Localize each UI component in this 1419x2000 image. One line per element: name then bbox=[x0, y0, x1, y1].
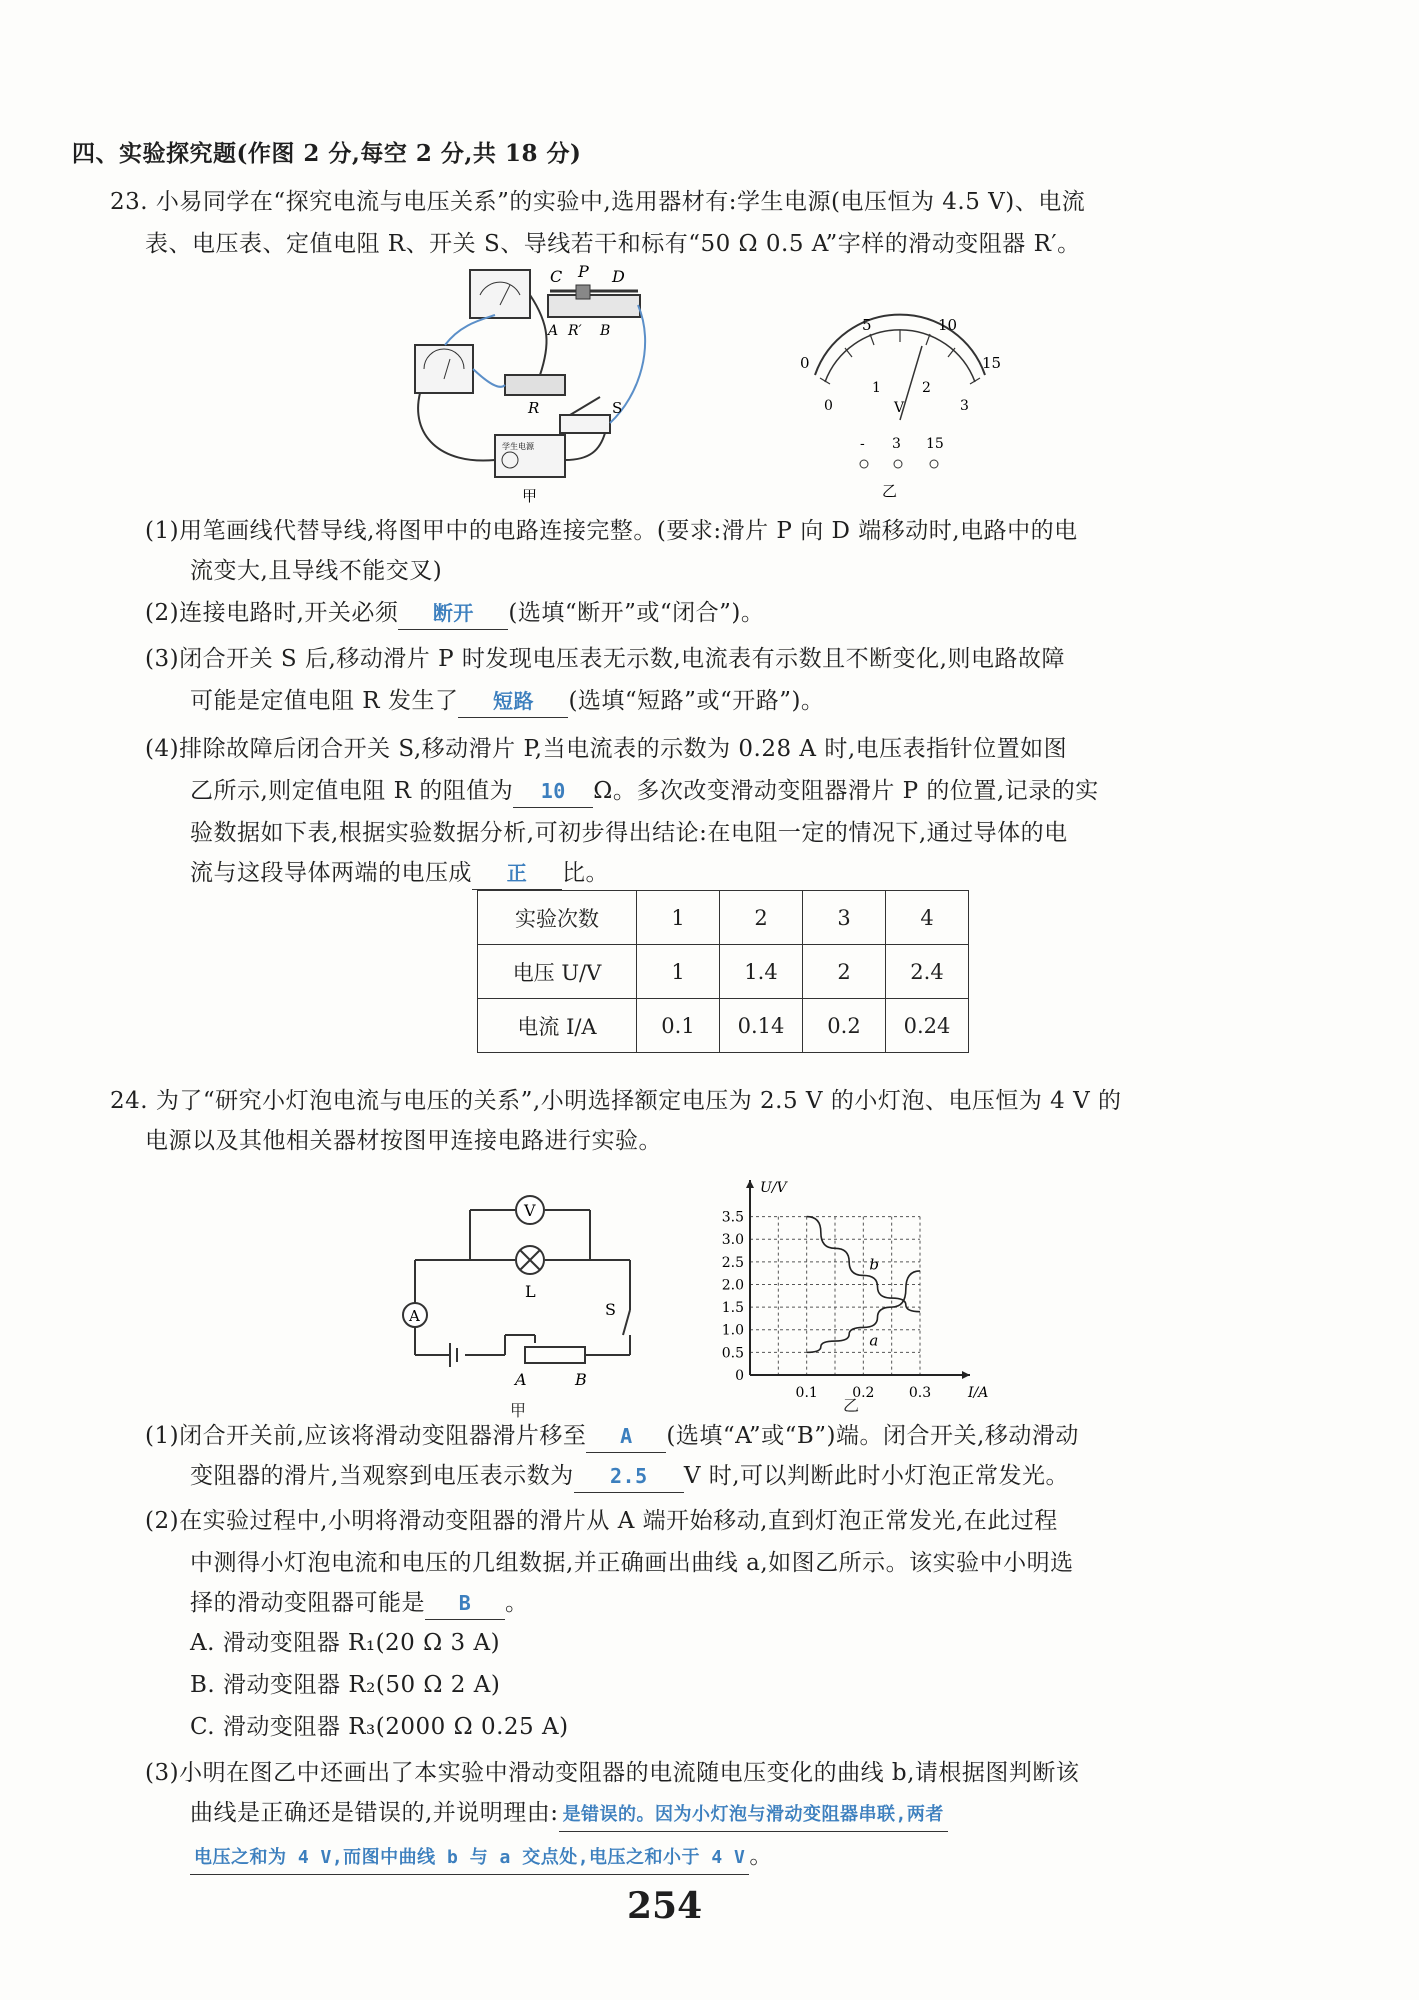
switch-icon bbox=[560, 397, 610, 433]
q24-part2-line2: 中测得小灯泡电流和电压的几组数据,并正确画出曲线 a,如图乙所示。该实验中小明选 bbox=[190, 1550, 1074, 1576]
table-row: 实验次数 1 2 3 4 bbox=[478, 891, 969, 945]
q23-figure-b bbox=[790, 300, 1010, 500]
q23-stem-line1: 23. 小易同学在“探究电流与电压关系”的实验中,选用器材有:学生电源(电压恒为 4.5 V)、电流 bbox=[110, 189, 1086, 215]
q24-answer-1b: 2.5 bbox=[574, 1460, 684, 1493]
label-psu: 学生电源 bbox=[502, 442, 534, 451]
q23-part4-line1: (4)排除故障后闭合开关 S,移动滑片 P,当电流表的示数为 0.28 A 时,电压表指针位置如图 bbox=[145, 736, 1068, 762]
y-axis-arrow bbox=[746, 1180, 754, 1188]
q24-answer-1a: A bbox=[586, 1420, 666, 1453]
page-number: 254 bbox=[627, 1885, 703, 1927]
dial-unit: V bbox=[894, 400, 905, 416]
label-A: A bbox=[548, 323, 559, 339]
label-end-B: B bbox=[575, 1370, 587, 1389]
x-axis-arrow bbox=[962, 1371, 970, 1379]
voltmeter-icon bbox=[516, 1196, 544, 1224]
ammeter-icon bbox=[403, 1303, 427, 1327]
q23-fig-a-caption: 甲 bbox=[522, 487, 538, 505]
q23-part1-line2: 流变大,且导线不能交叉) bbox=[190, 558, 443, 584]
resistor-icon bbox=[505, 375, 565, 395]
dial-terminal-15: 15 bbox=[926, 436, 944, 452]
y-tick-label: 1.5 bbox=[721, 1300, 744, 1317]
q23-stem-line2: 表、电压表、定值电阻 R、开关 S、导线若干和标有“50 Ω 0.5 A”字样的滑动变阻器 R′。 bbox=[145, 231, 1081, 257]
q23-answer-4a: 10 bbox=[513, 775, 593, 808]
series-label-a: a bbox=[869, 1331, 879, 1350]
y-axis-label: U/V bbox=[760, 1180, 787, 1196]
q24-part3-line3: 电压之和为 4 V,而图中曲线 b 与 a 交点处,电压之和小于 4 V 。 bbox=[190, 1840, 773, 1875]
q24-figure-a bbox=[395, 1185, 645, 1395]
q24-option-a: A. 滑动变阻器 R₁(20 Ω 3 A) bbox=[190, 1630, 501, 1656]
section-title: 四、实验探究题(作图 2 分,每空 2 分,共 18 分) bbox=[72, 140, 582, 167]
q23-part3-line2: 可能是定值电阻 R 发生了 短路 (选填“短路”或“开路”)。 bbox=[190, 685, 824, 718]
q23-part1-line1: (1)用笔画线代替导线,将图甲中的电路连接完整。(要求:滑片 P 向 D 端移动时,电路中的电 bbox=[145, 518, 1078, 544]
voltmeter-icon bbox=[415, 345, 473, 393]
q23-figure-a bbox=[400, 265, 660, 505]
x-tick-label: 0.2 bbox=[852, 1385, 875, 1401]
q24-fig-b-caption: 乙 bbox=[843, 1396, 860, 1415]
q24-part1-line2: 变阻器的滑片,当观察到电压表示数为 2.5 V 时,可以判断此时小灯泡正常发光。 bbox=[190, 1460, 1069, 1493]
label-P: P bbox=[578, 265, 589, 281]
q23-part3-line1: (3)闭合开关 S 后,移动滑片 P 时发现电压表无示数,电流表有示数且不断变化,则电路故障 bbox=[145, 646, 1065, 672]
q23-part2: (2)连接电路时,开关必须 断开 (选填“断开”或“闭合”)。 bbox=[145, 597, 764, 630]
ammeter-icon bbox=[470, 270, 530, 318]
q24-part3-line2: 曲线是正确还是错误的,并说明理由: 是错误的。因为小灯泡与滑动变阻器串联,两者 bbox=[190, 1797, 948, 1832]
label-Rprime: R′ bbox=[568, 323, 582, 339]
dial-terminal-3: 3 bbox=[892, 436, 901, 452]
y-tick-label: 0 bbox=[735, 1368, 744, 1384]
q24-option-c: C. 滑动变阻器 R₃(2000 Ω 0.25 A) bbox=[190, 1714, 569, 1740]
label-B: B bbox=[600, 323, 611, 339]
dial-terminal-minus: - bbox=[860, 436, 865, 452]
svg-text:A: A bbox=[409, 1307, 420, 1325]
q24-part3-line1: (3)小明在图乙中还画出了本实验中滑动变阻器的电流随电压变化的曲线 b,请根据图判断该 bbox=[145, 1760, 1080, 1786]
dial-bottom-2: 2 bbox=[922, 380, 931, 396]
series-label-b: b bbox=[869, 1255, 879, 1274]
x-tick-label: 0.1 bbox=[795, 1385, 818, 1401]
q24-answer-3b: 电压之和为 4 V,而图中曲线 b 与 a 交点处,电压之和小于 4 V bbox=[190, 1842, 749, 1875]
label-S: S bbox=[612, 399, 623, 417]
q23-part4-line2: 乙所示,则定值电阻 R 的阻值为 10 Ω。多次改变滑动变阻器滑片 P 的位置,记录的实 bbox=[190, 775, 1099, 808]
q23-answer-4b: 正 bbox=[472, 857, 562, 890]
q24-answer-2: B bbox=[425, 1587, 505, 1620]
dial-top-10: 10 bbox=[938, 316, 958, 334]
x-axis-label: I/A bbox=[968, 1385, 989, 1401]
q24-answer-3a: 是错误的。因为小灯泡与滑动变阻器串联,两者 bbox=[559, 1799, 948, 1832]
q23-part4-line3: 验数据如下表,根据实验数据分析,可初步得出结论:在电阻一定的情况下,通过导体的电 bbox=[190, 820, 1068, 846]
dial-bottom-0: 0 bbox=[824, 398, 833, 414]
label-C: C bbox=[550, 267, 563, 286]
dial-bottom-1: 1 bbox=[872, 380, 881, 396]
q24-fig-a-caption: 甲 bbox=[510, 1401, 527, 1420]
table-row: 电压 U/V 1 1.4 2 2.4 bbox=[478, 945, 969, 999]
label-S: S bbox=[605, 1300, 616, 1319]
q23-part4-line4: 流与这段导体两端的电压成 正 比。 bbox=[190, 857, 609, 890]
dial-top-0: 0 bbox=[800, 354, 810, 372]
dial-top-15: 15 bbox=[982, 354, 1002, 372]
q23-fig-b-caption: 乙 bbox=[882, 482, 898, 500]
label-end-A: A bbox=[515, 1370, 527, 1389]
y-tick-label: 3.0 bbox=[721, 1232, 744, 1249]
q24-option-b: B. 滑动变阻器 R₂(50 Ω 2 A) bbox=[190, 1672, 501, 1698]
y-tick-label: 1.0 bbox=[721, 1322, 744, 1339]
q24-stem-line2: 电源以及其他相关器材按图甲连接电路进行实验。 bbox=[145, 1128, 662, 1154]
x-tick-label: 0.3 bbox=[908, 1385, 932, 1401]
dial-top-5: 5 bbox=[862, 316, 872, 334]
table-row: 电流 I/A 0.1 0.14 0.2 0.24 bbox=[478, 999, 969, 1053]
y-tick-label: 2.5 bbox=[721, 1254, 744, 1271]
y-tick-label: 3.5 bbox=[721, 1209, 744, 1226]
label-R: R bbox=[528, 399, 540, 417]
dial-bottom-3: 3 bbox=[960, 398, 969, 414]
q24-part1-line1: (1)闭合开关前,应该将滑动变阻器滑片移至 A (选填“A”或“B”)端。闭合开关,移动滑动 bbox=[145, 1420, 1079, 1453]
q23-answer-3: 短路 bbox=[458, 685, 568, 718]
rheostat-icon bbox=[525, 1347, 585, 1363]
y-tick-label: 0.5 bbox=[721, 1345, 744, 1362]
rheostat-icon bbox=[548, 285, 640, 317]
svg-text:V: V bbox=[524, 1201, 536, 1220]
lamp-icon bbox=[516, 1246, 544, 1274]
y-tick-label: 2.0 bbox=[721, 1277, 744, 1294]
q23-answer-2: 断开 bbox=[398, 597, 508, 630]
label-L: L bbox=[525, 1282, 536, 1301]
q24-stem-line1: 24. 为了“研究小灯泡电流与电压的关系”,小明选择额定电压为 2.5 V 的小灯泡、电压恒为 4 V 的 bbox=[110, 1088, 1122, 1114]
q23-data-table bbox=[477, 890, 969, 1053]
q24-part2-line1: (2)在实验过程中,小明将滑动变阻器的滑片从 A 端开始移动,直到灯泡正常发光,在此过程 bbox=[145, 1508, 1058, 1534]
q24-part2-line3: 择的滑动变阻器可能是 B 。 bbox=[190, 1587, 529, 1620]
q24-chart bbox=[695, 1170, 1015, 1420]
label-D: D bbox=[612, 267, 625, 286]
